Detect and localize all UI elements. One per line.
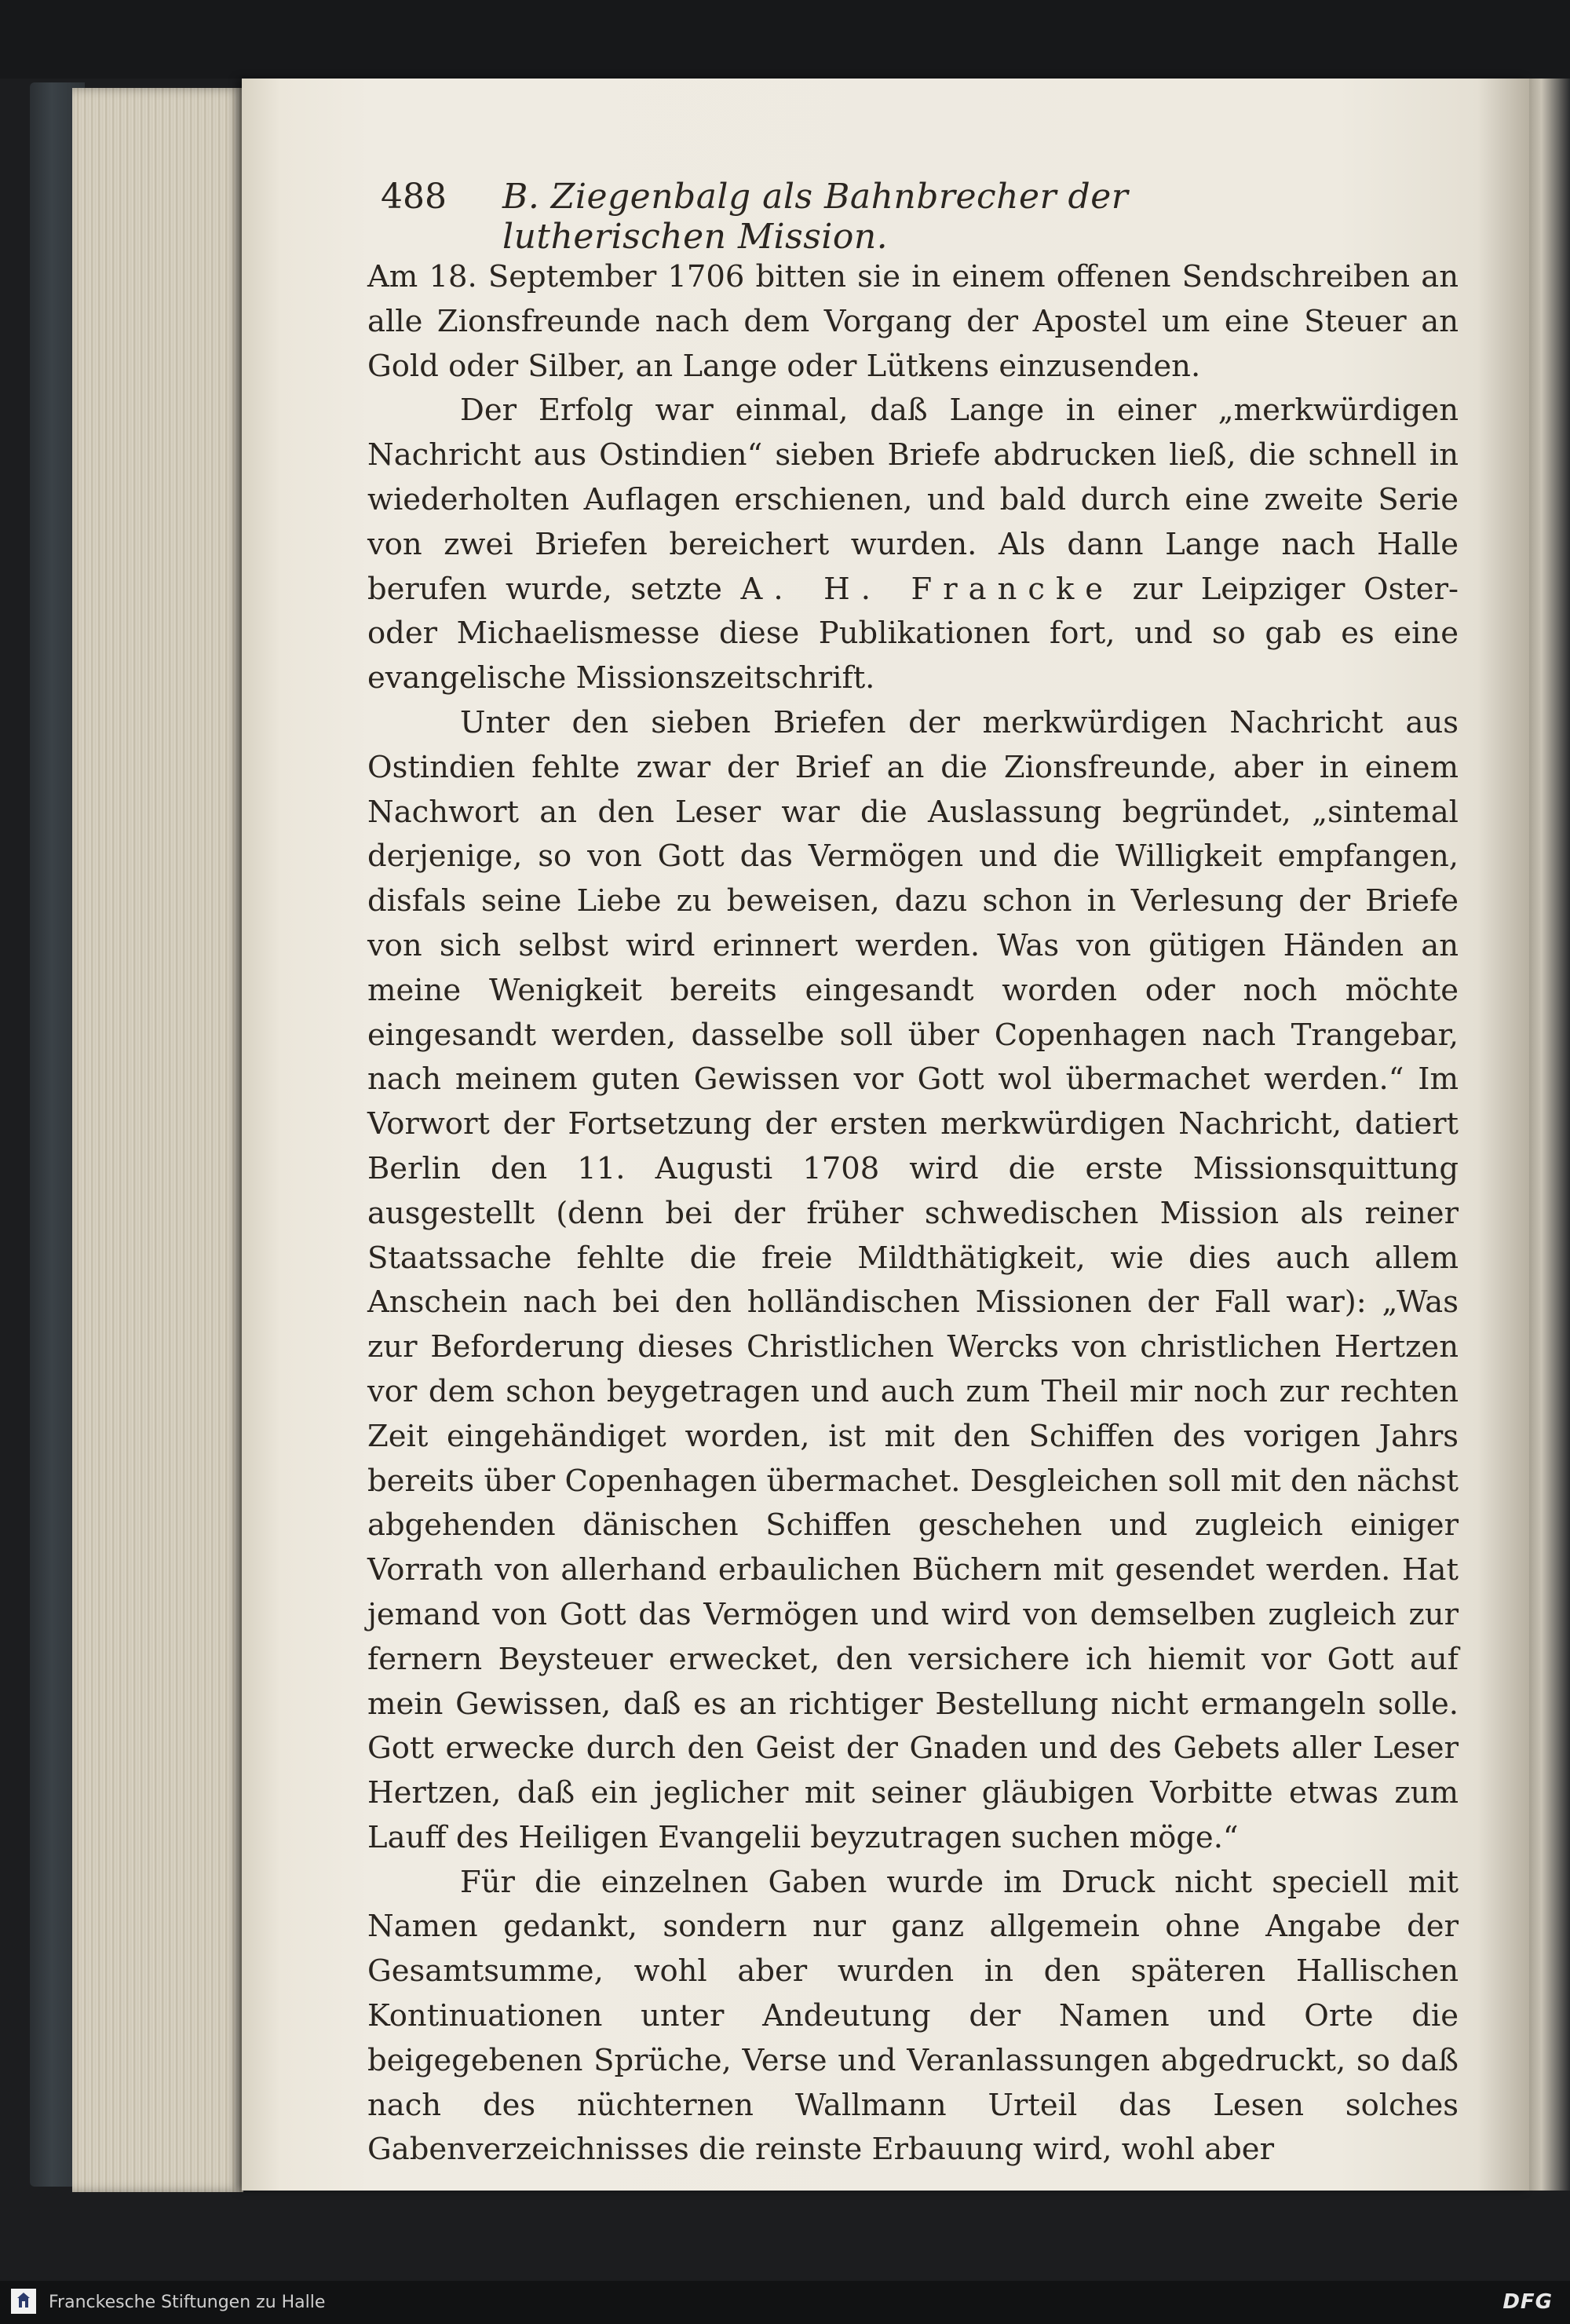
page-header bbox=[381, 177, 1350, 257]
page-number: 488 bbox=[381, 177, 447, 217]
paragraph-2-tail: zur Leipziger Oster- oder Michaelismesse diese Publikationen fort, und so gab es eine evangelische Missionszeitschrift. bbox=[367, 571, 1459, 696]
running-title: B. Ziegenbalg als Bahnbrecher der lutherischen Mission. bbox=[502, 177, 1129, 257]
body-text bbox=[367, 255, 1459, 2172]
dfg-logo: DFG bbox=[1502, 2290, 1553, 2314]
paragraph-1: Am 18. September 1706 bitten sie in einem offenen Sendschreiben an alle Zionsfreunde nach dem Vorgang der Apostel um eine Steuer an Gold oder Silber, an Lange oder Lütkens einzusenden. bbox=[367, 259, 1459, 384]
institution-name: Franckesche Stiftungen zu Halle bbox=[49, 2293, 326, 2312]
scan-background bbox=[0, 0, 1570, 79]
paragraph-4: Für die einzelnen Gaben wurde im Druck nicht speciell mit Namen gedankt, sondern nur ganz allgemein ohne Angabe der Gesamtsumme, wohl aber wurden in den späteren Hallischen Kontinuationen unter Andeutung der Namen und Orte die beigegebenen Sprüche, Verse und Veranlassungen abgedruckt, so daß nach des nüchternen Wallmann Urteil das Lesen solches Gabenverzeichnisses die reinste Erbauung wird, wohl aber bbox=[367, 1864, 1459, 2168]
paragraph-2 bbox=[367, 389, 1459, 701]
viewer-footer bbox=[0, 2281, 1570, 2324]
institution-logo-icon bbox=[11, 2289, 36, 2314]
right-page-edge bbox=[1529, 79, 1570, 2191]
page-edges bbox=[72, 88, 243, 2192]
francke-name: A. H. Francke bbox=[740, 571, 1115, 607]
paragraph-2-text: Der Erfolg war einmal, daß Lange in einer „merkwürdigen Nachricht aus Ostindien“ sieben Briefe abdrucken ließ, die schnell in wiederholten Auflagen erschienen, und bald durch eine zweite Serie von zwei Briefen bereichert wurden. Als dann Lange nach Halle berufen wurde, setzte bbox=[367, 393, 1459, 607]
paragraph-3: Unter den sieben Briefen der merkwürdigen Nachricht aus Ostindien fehlte zwar der Brief an die Zionsfreunde, aber in einem Nachwort an den Leser war die Auslassung begründet, „sintemal derjenige, so von Gott das Vermögen und die Willigkeit empfangen, disfals seine Liebe zu beweisen, dazu schon in Verlesung der Briefe von sich selbst wird erinnert werden. Was von gütigen Händen an meine Wenigkeit bereits eingesandt worden oder noch möchte eingesandt werden, dasselbe soll über Copenhagen nach Trangebar, nach meinem guten Gewissen vor Gott wol übermachet werden.“ Im Vorwort der Fortsetzung der ersten merkwürdigen Nachricht, datiert Berlin den 11. Augusti 1708 wird die erste Missionsquittung ausgestellt (denn bei der früher schwedischen Mission als reiner Staatssache fehlte die freie Mildthätigkeit, wie dies auch allem Anschein nach bei den holländischen Missionen der Fall war): „Was zur Beforderung dieses Christlichen Wercks von christlichen Hertzen vor dem schon beygetragen und auch zum Theil mir noch zur rechten Zeit eingehändiget worden, ist mit den Schiffen des vorigen Jahrs bereits über Copenhagen übermachet. Desgleichen soll mit den nächst abgehenden dänischen Schiffen geschehen und zugleich einiger Vorrath von allerhand erbaulichen Büchern mit gesendet werden. Hat jemand von Gott das Vermögen und wird von demselben zugleich zur fernern Beysteuer erwecket, den versichere ich hiemit vor Gott auf mein Gewissen, daß es an richtiger Bestellung nicht ermangeln solle. Gott erwecke durch den Geist der Gnaden und des Gebets aller Leser Hertzen, daß ein jeglicher mit seiner gläubigen Vorbitte etwas zum Lauff des Heiligen Evangelii beyzutragen suchen möge.“ bbox=[367, 704, 1459, 1855]
